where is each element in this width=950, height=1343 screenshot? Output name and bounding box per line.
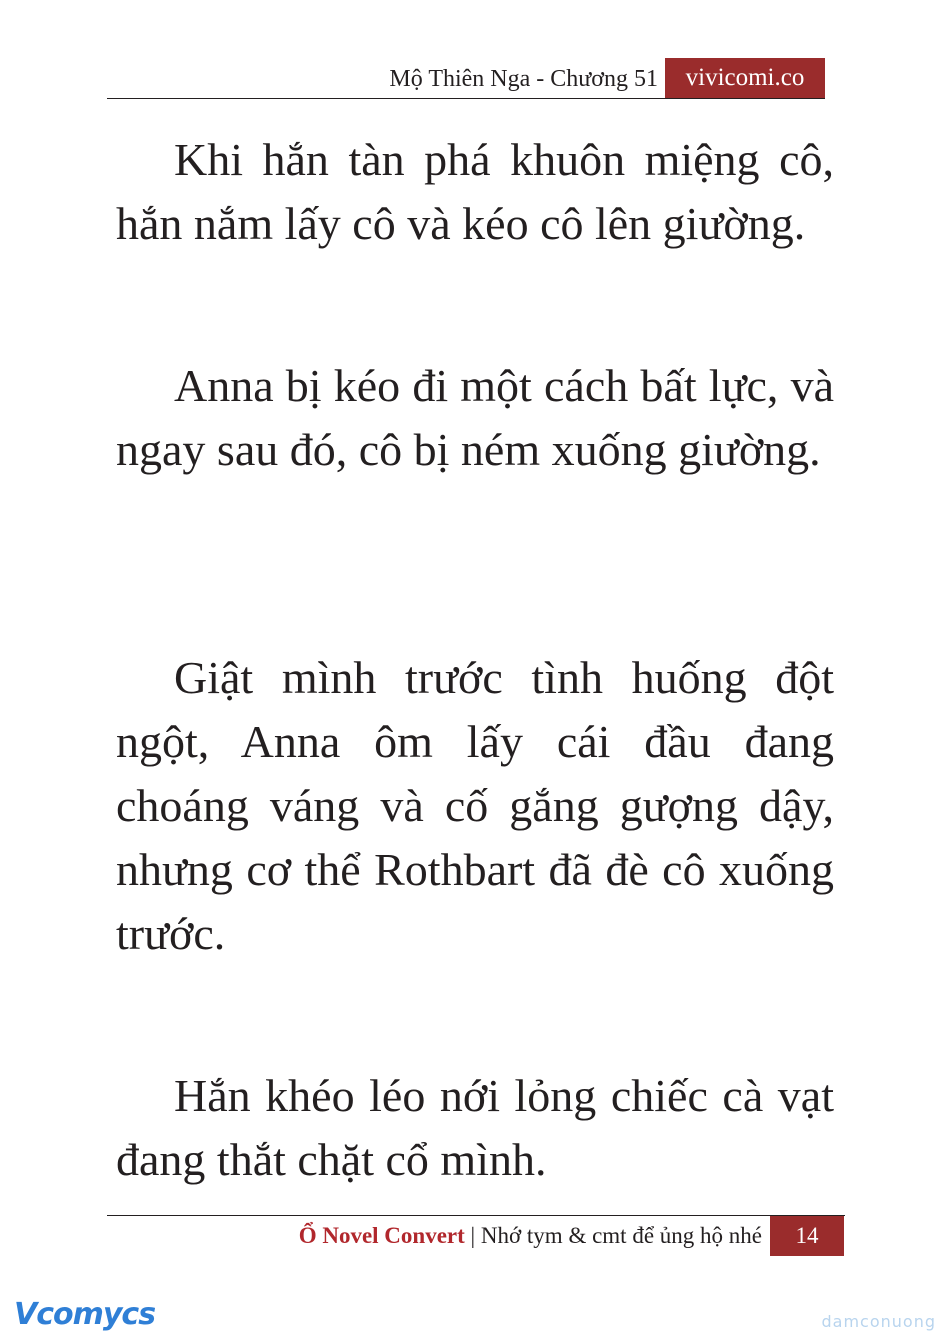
site-badge: vivicomi.co (665, 58, 825, 98)
page-number: 14 (770, 1216, 844, 1256)
vcomycs-logo: Vcomycs (14, 1297, 156, 1332)
chapter-title: Mộ Thiên Nga - Chương 51 (389, 66, 658, 92)
paragraph: Khi hắn tàn phá khuôn miệng cô, hắn nắm lấy cô và kéo cô lên giường. (116, 134, 834, 249)
paragraph: Giật mình trước tình huống đột ngột, Anna ôm lấy cái đầu đang choáng váng và cố gắng gượng dậy, nhưng cơ thể Rothbart đã đè cô xuống trước. (116, 652, 834, 959)
watermark-text: damconuong (821, 1312, 936, 1331)
footer-brand: Ổ Novel Convert (298, 1223, 465, 1248)
header-divider (107, 98, 825, 99)
footer-caption (299, 1222, 762, 1250)
footer-note: Nhớ tym & cmt để ủng hộ nhé (480, 1223, 762, 1248)
paragraph: Hắn khéo léo nới lỏng chiếc cà vạt đang thắt chặt cổ mình. (116, 1070, 834, 1185)
footer-separator: | (470, 1223, 476, 1248)
footer-divider (107, 1215, 845, 1216)
paragraph: Anna bị kéo đi một cách bất lực, và ngay sau đó, cô bị ném xuống giường. (116, 360, 834, 475)
